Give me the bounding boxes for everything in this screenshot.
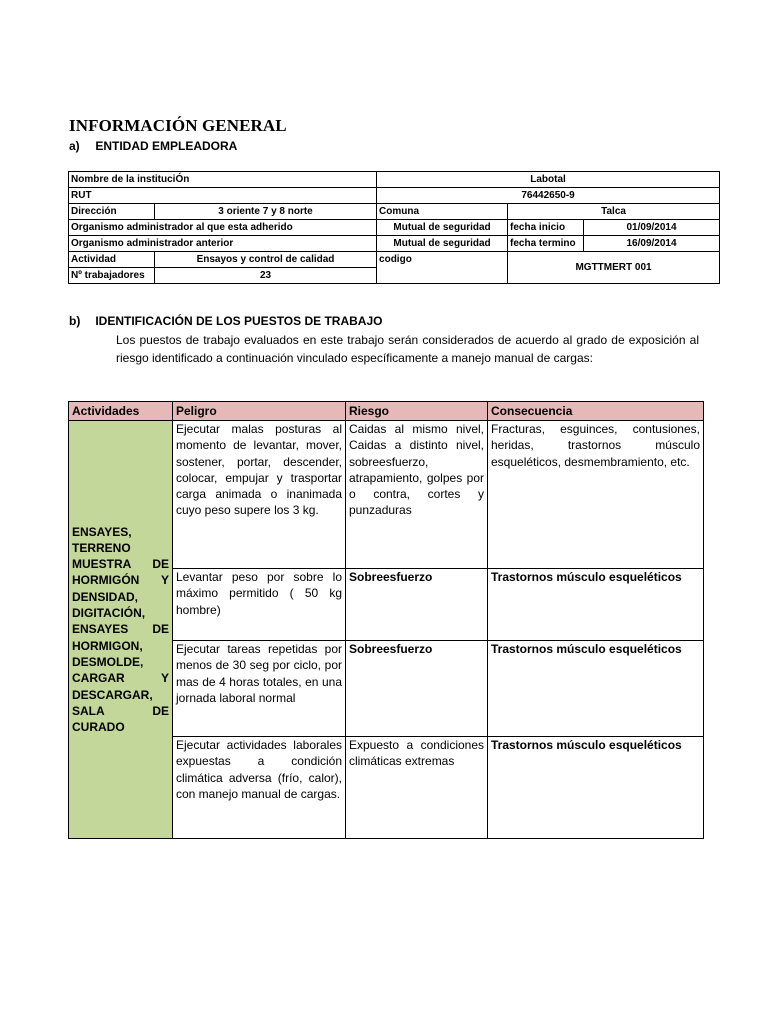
fecha-inicio-label: fecha inicio [508,220,584,236]
nombre-value: Labotal [377,172,720,188]
page-title: INFORMACIÓN GENERAL [69,116,287,135]
header-actividades: Actividades [69,402,173,421]
entity-row-org-actual [69,220,720,236]
header-riesgo: Riesgo [346,402,488,421]
intro-paragraph: Los puestos de trabajo evaluados en este trabajo serán considerados de acuerdo al grado de exposición al riesgo identificado a continuación vinculado específicamente a manejo manual de cargas: [116,333,699,365]
section-b-letter: b) [69,314,81,328]
org-anterior-label: Organismo administrador anterior [69,236,377,252]
comuna-value: Talca [508,204,720,220]
org-anterior-value: Mutual de seguridad [377,236,508,252]
riesgo-cell: Sobreesfuerzo [346,569,488,641]
peligro-cell: Ejecutar malas posturas al momento de levantar, mover, sostener, portar, descender, colocar, empujar y trasportar carga animada o inanimada cuyo peso supere los 3 kg. [173,421,346,569]
peligro-cell: Levantar peso por sobre lo máximo permitido ( 50 kg hombre) [173,569,346,641]
table-row [69,421,704,569]
section-a-title: ENTIDAD EMPLEADORA [95,139,238,153]
fecha-termino-label: fecha termino [508,236,584,252]
section-a-heading [69,139,237,153]
nombre-label: Nombre de la instituciÓn [69,172,377,188]
risk-header-row [69,402,704,421]
riesgo-cell: Caidas al mismo nivel, Caidas a distinto nivel, sobreesfuerzo, atrapamiento, golpes por o contra, cortes y punzaduras [346,421,488,569]
codigo-value: MGTTMERT 001 [508,252,720,284]
section-b-heading [69,314,382,328]
org-actual-value: Mutual de seguridad [377,220,508,236]
actividad-value: Ensayos y control de calidad [155,252,377,268]
trabajadores-label: Nº trabajadores [69,268,155,284]
trabajadores-value: 23 [155,268,377,284]
rut-value: 76442650-9 [377,188,720,204]
fecha-termino-value: 16/09/2014 [584,236,720,252]
peligro-cell: Ejecutar tareas repetidas por menos de 30 seg por ciclo, por mas de 4 horas totales, en una jornada laboral normal [173,641,346,737]
entity-row-actividad [69,252,720,268]
header-peligro: Peligro [173,402,346,421]
riesgo-cell: Sobreesfuerzo [346,641,488,737]
consecuencia-cell: Trastornos músculo esqueléticos [488,569,704,641]
entity-table [68,171,720,284]
entity-row-direccion [69,204,720,220]
peligro-cell: Ejecutar actividades laborales expuestas a condición climática adversa (frío, calor), con manejo manual de cargas. [173,737,346,839]
org-actual-label: Organismo administrador al que esta adherido [69,220,377,236]
entity-row-org-anterior [69,236,720,252]
direccion-label: Dirección [69,204,155,220]
section-b-title: IDENTIFICACIÓN DE LOS PUESTOS DE TRABAJO [95,314,383,328]
comuna-label: Comuna [377,204,508,220]
direccion-value: 3 oriente 7 y 8 norte [155,204,377,220]
rut-label: RUT [69,188,377,204]
entity-row-rut [69,188,720,204]
codigo-label: codigo [377,252,508,284]
consecuencia-cell: Trastornos músculo esqueléticos [488,641,704,737]
riesgo-cell: Expuesto a condiciones climáticas extremas [346,737,488,839]
actividad-label: Actividad [69,252,155,268]
fecha-inicio-value: 01/09/2014 [584,220,720,236]
header-consecuencia: Consecuencia [488,402,704,421]
consecuencia-cell: Trastornos músculo esqueléticos [488,737,704,839]
consecuencia-cell: Fracturas, esguinces, contusiones, heridas, trastornos músculo esqueléticos, desmembramiento, etc. [488,421,704,569]
risk-table [68,401,704,839]
activity-cell: ENSAYES, TERRENO MUESTRA DE HORMIGÓN Y DENSIDAD, DIGITACIÓN, ENSAYES DE HORMIGON, DESMOLDE, CARGAR Y DESCARGAR, SALA DE CURADO [69,421,173,839]
section-a-letter: a) [69,139,80,153]
entity-row-nombre [69,172,720,188]
